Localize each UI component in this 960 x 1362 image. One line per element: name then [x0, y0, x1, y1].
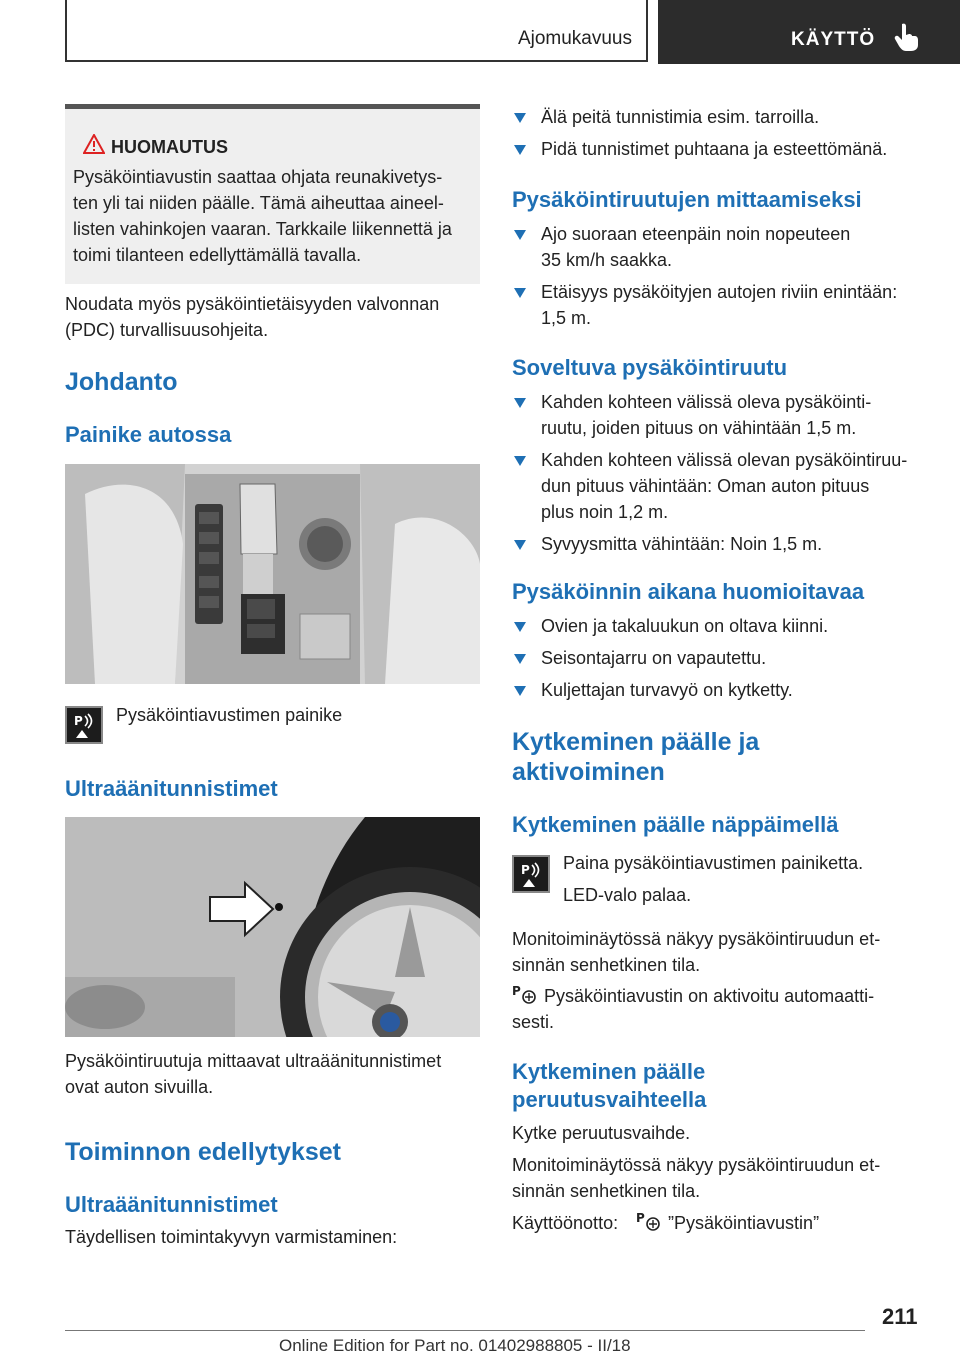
heading-nappaimella: Kytkeminen päälle näppäimellä: [512, 812, 839, 837]
list-item: Älä peitä tunnistimia esim. tarroilla.: [512, 104, 930, 130]
during-parking-list: [512, 613, 930, 703]
heading-kytkeminen: Kytkeminen päälle ja aktivoiminen: [512, 728, 760, 786]
kytke-text: Kytke peruutusvaihde.: [512, 1123, 691, 1143]
kayttoonotto-label: Käyttöönotto:: [512, 1213, 619, 1233]
header-section-box: [65, 0, 648, 62]
list-item: Ajo suoraan eteenpäin noin nopeuteen 35 km/h saakka.: [512, 221, 930, 273]
list-item: Kahden kohteen välissä oleva pysäköinti- ruutu, joiden pituus on vähintään 1,5 m.: [512, 389, 930, 441]
led-text: LED-valo palaa.: [563, 885, 692, 905]
parking-assist-button-icon: [65, 706, 103, 744]
heading-ultraaanitunnistimet: Ultraäänitunnistimet: [65, 776, 278, 801]
svg-text:P: P: [636, 1211, 645, 1225]
sensor-care-list: [512, 104, 930, 162]
notice-title: HUOMAUTUS: [111, 137, 228, 157]
notice-text: Pysäköintiavustin saattaa ohjata reunakivetys- ten yli tai niiden päälle. Tämä aiheuttaa aineel- listen vahinkojen vaaran. Tarkkaile liikennettä ja toimi tilanteen edellyttämällä tavalla.: [73, 167, 452, 265]
heading-mittaamiseksi: Pysäköintiruutujen mittaamiseksi: [512, 187, 862, 212]
suitable-space-list: [512, 389, 930, 557]
heading-painike-autossa: Painike autossa: [65, 422, 232, 447]
sensor-wheel-photo: [65, 817, 480, 1037]
aktivoitu-text-2: sesti.: [512, 1012, 555, 1032]
heading-soveltuva: Soveltuva pysäköintiruutu: [512, 355, 788, 380]
svg-text:P: P: [512, 984, 521, 998]
painike-caption: Pysäköintiavustimen painike: [116, 705, 343, 725]
monitor-paragraph-1: Monitoiminäytössä näkyy pysäköintiruudun et- sinnän senhetkinen tila.: [512, 929, 881, 975]
parking-assist-button-icon: [512, 855, 550, 893]
parking-assist-status-icon: [636, 1210, 662, 1232]
heading-toiminnon-edellytykset: Toiminnon edellytykset: [65, 1138, 341, 1166]
header-chapter-title: KÄYTTÖ: [791, 29, 876, 50]
svg-text:P: P: [74, 714, 83, 728]
heading-johdanto: Johdanto: [65, 368, 178, 396]
page-number: 211: [882, 1304, 918, 1329]
header-section-title: Ajomukavuus: [517, 28, 632, 49]
list-item: Kahden kohteen välissä olevan pysäköintiruu- dun pituus vähintään: Oman auton pituus plus noin 1,2 m.: [512, 447, 930, 525]
measure-list: [512, 221, 930, 331]
warning-triangle-icon: [83, 134, 105, 154]
intro-paragraph: Noudata myös pysäköintietäisyyden valvonnan (PDC) turvallisuusohjeita.: [65, 294, 440, 340]
header-chapter-box: [658, 0, 960, 64]
list-item: Kuljettajan turvavyö on kytketty.: [512, 677, 930, 703]
footer-edition: Online Edition for Part no. 01402988805 - II/18: [279, 1336, 631, 1355]
parking-assist-status-icon: [512, 983, 538, 1005]
list-item: Ovien ja takaluukun on oltava kiinni.: [512, 613, 930, 639]
list-item: Seisontajarru on vapautettu.: [512, 645, 930, 671]
list-item: Pidä tunnistimet puhtaana ja esteettömänä.: [512, 136, 930, 162]
aktivoitu-text-1: Pysäköintiavustin on aktivoitu automaatti-: [544, 986, 875, 1006]
kayttoonotto-value: ”Pysäköintiavustin”: [668, 1213, 820, 1233]
taydellisen-text: Täydellisen toimintakyvyn varmistaminen:: [65, 1227, 398, 1247]
heading-aikana: Pysäköinnin aikana huomioitavaa: [512, 579, 865, 604]
monitor-paragraph-2: Monitoiminäytössä näkyy pysäköintiruudun et- sinnän senhetkinen tila.: [512, 1155, 881, 1201]
heading-peruutusvaihteella: Kytkeminen päälle peruutusvaihteella: [512, 1059, 707, 1112]
svg-text:P: P: [521, 863, 530, 877]
console-button-photo: [65, 464, 480, 684]
footer-divider: [65, 1330, 865, 1331]
list-item: Etäisyys pysäköityjen autojen riviin enintään: 1,5 m.: [512, 279, 930, 331]
paina-text: Paina pysäköintiavustimen painiketta.: [563, 853, 864, 873]
list-item: Syvyysmitta vähintään: Noin 1,5 m.: [512, 531, 930, 557]
heading-ultraaanitunnistimet-2: Ultraäänitunnistimet: [65, 1192, 278, 1217]
notice-box: [65, 104, 480, 284]
ultra-paragraph: Pysäköintiruutuja mittaavat ultraäänitunnistimet ovat auton sivuilla.: [65, 1051, 442, 1097]
hand-pointer-icon: [893, 22, 921, 52]
